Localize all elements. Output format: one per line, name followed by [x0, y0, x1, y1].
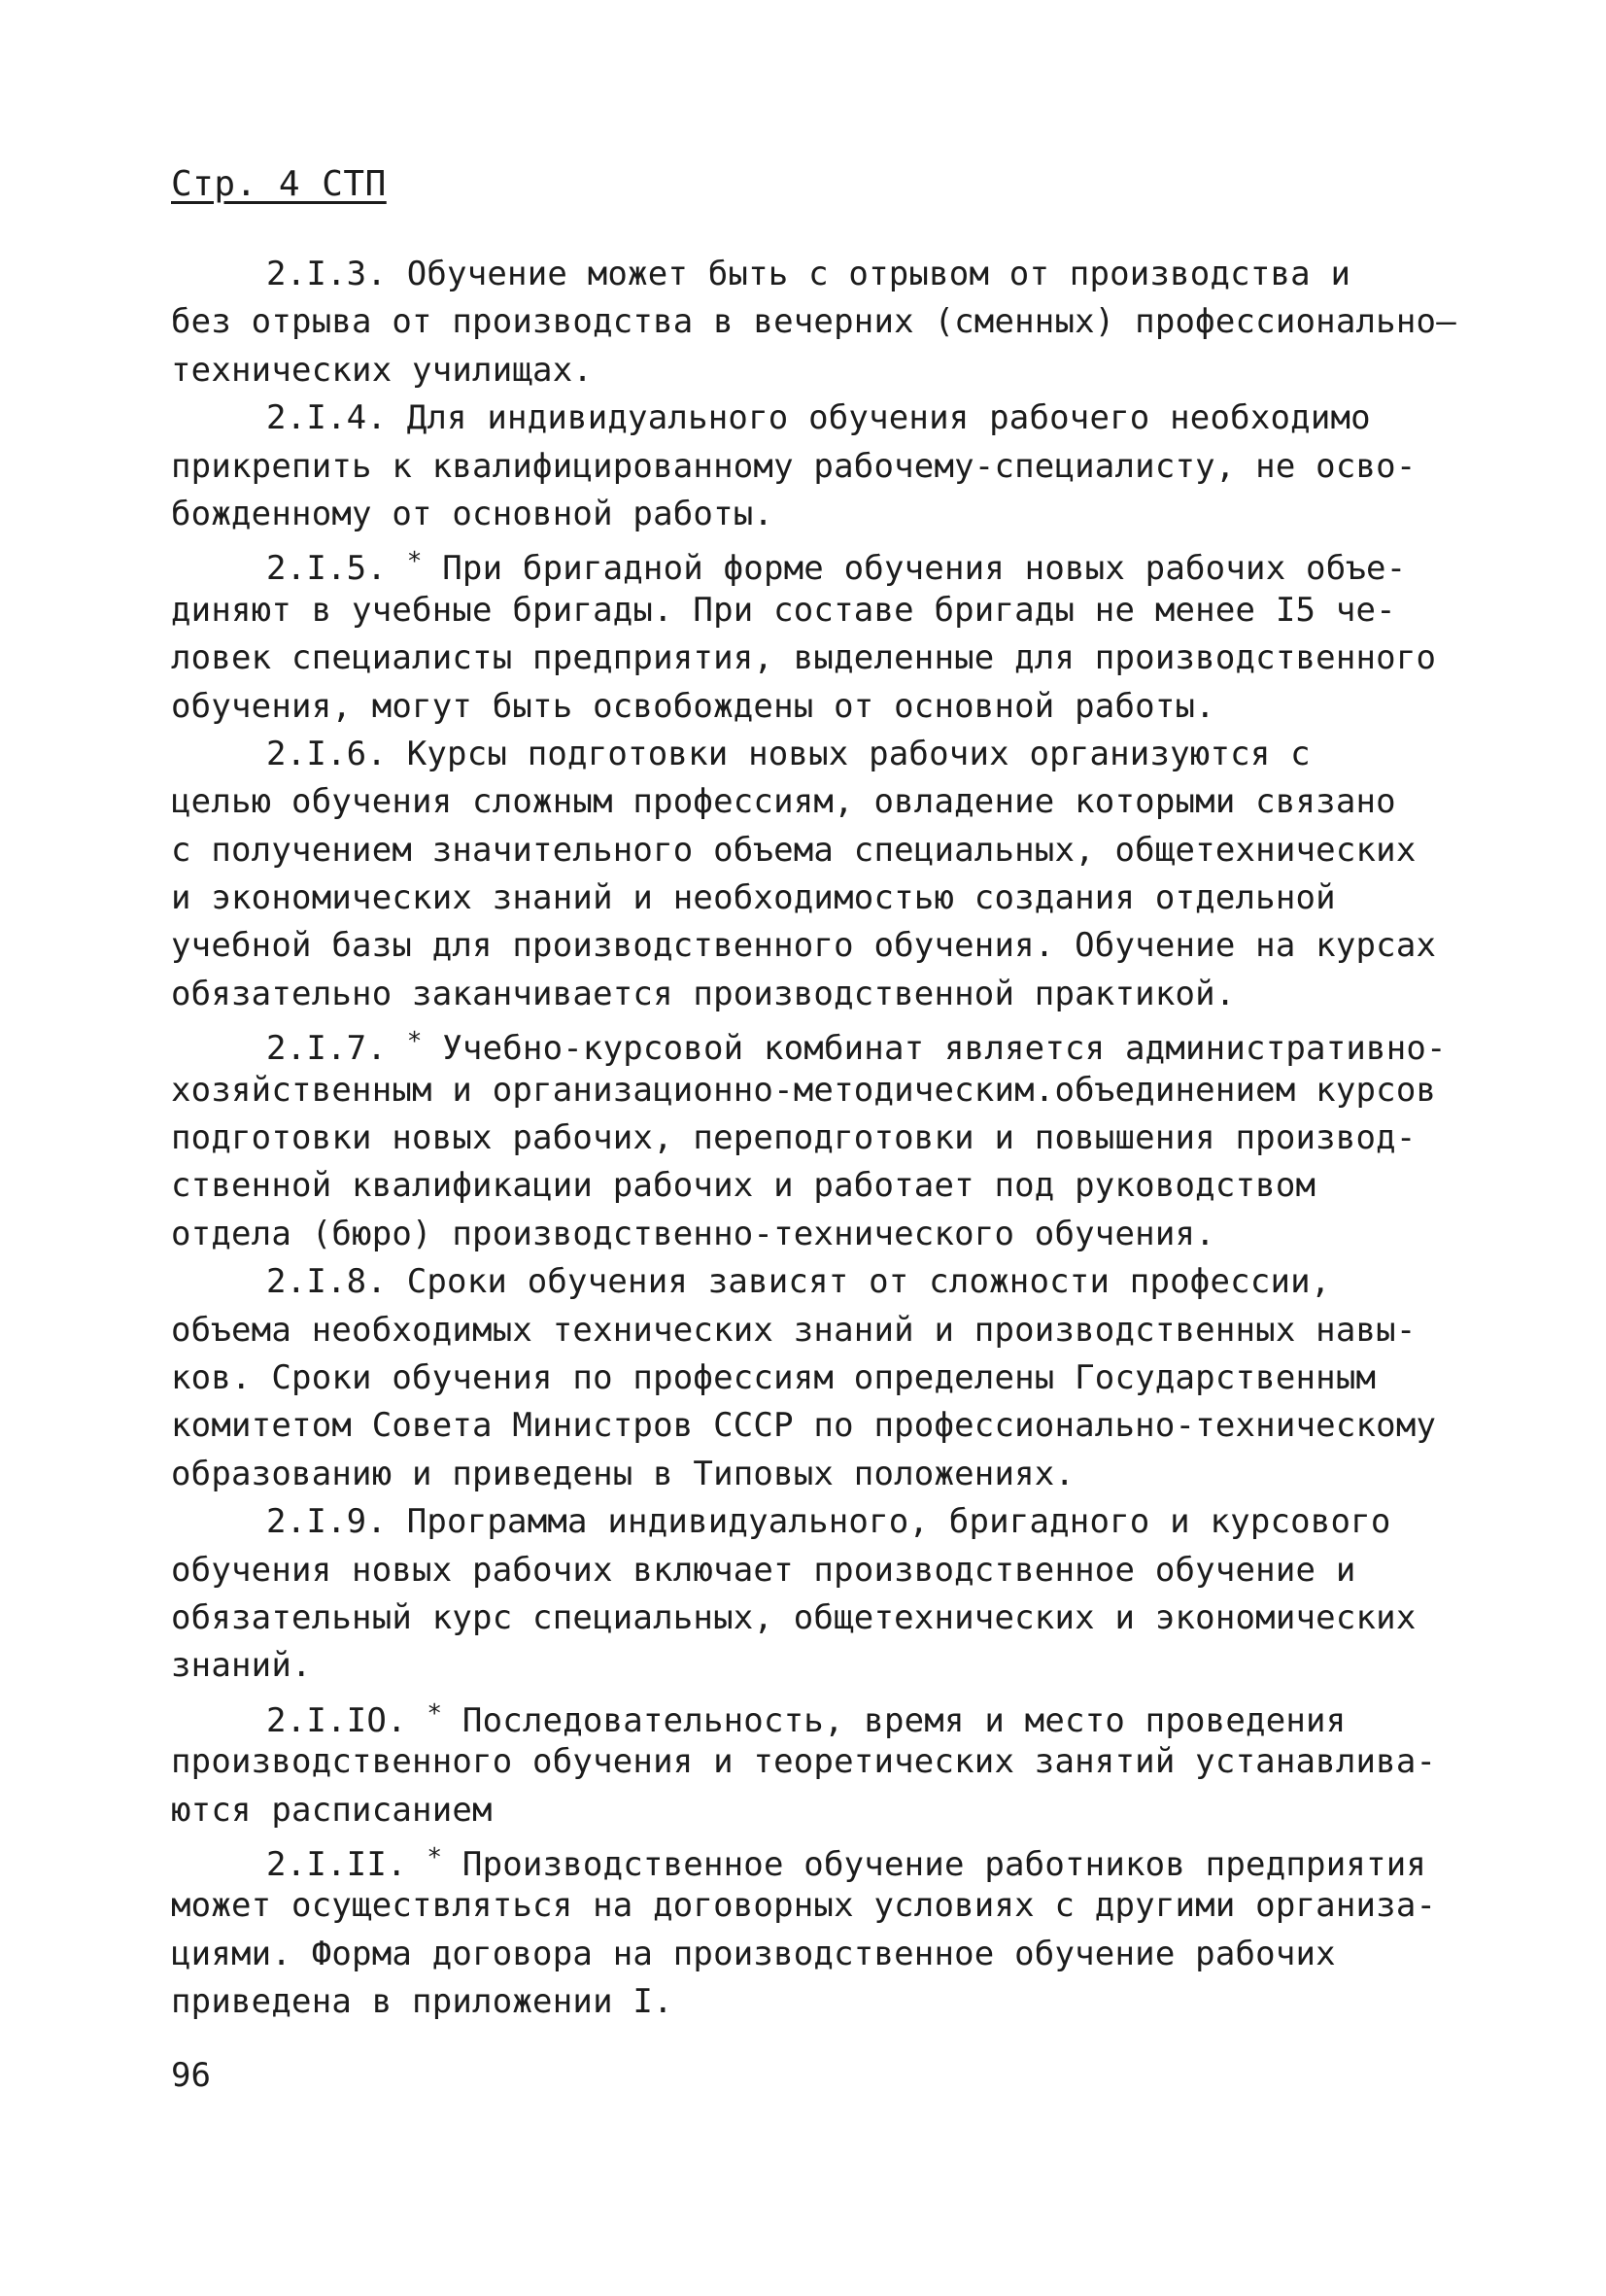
paragraph-line: технических училищах.: [171, 350, 594, 390]
paragraph-first-line: [171, 1834, 1434, 1882]
paragraph-line: знаний.: [171, 1646, 312, 1686]
paragraph-2-1-4: [171, 394, 1434, 538]
paragraph-line: ственной квалификации рабочих и работает под руководством: [171, 1166, 1316, 1206]
paragraph-first-line: [171, 1018, 1447, 1069]
asterisk-mark: *: [406, 1027, 423, 1057]
body-text: [171, 251, 1456, 2026]
paragraph-first-line: 2.I.6. Курсы подготовки новых рабочих организуются с: [266, 734, 1311, 773]
paragraph-2-1-9: [171, 1498, 1434, 1691]
paragraph-line: ков. Сроки обучения по профессиям определены Государственным: [171, 1357, 1377, 1397]
paragraph-first-text: Производственное обучение работников предприятия: [461, 1844, 1427, 1884]
paragraph-line: образованию и приведены в Типовых положениях.: [171, 1454, 1076, 1493]
paragraph-line: учебной базы для производственного обучения. Обучение на курсах: [171, 926, 1437, 966]
paragraph-line: может осуществляться на договорных условиях с другими организа-: [171, 1886, 1437, 1926]
paragraph-line: обязательно заканчивается производственной практикой.: [171, 974, 1236, 1013]
paragraph-line: без отрыва от производства в вечерних (сменных) профессионально—: [171, 302, 1456, 342]
page-number: 96: [171, 2056, 211, 2095]
paragraph-first-text: Последовательность, время и место проведения: [461, 1700, 1347, 1740]
paragraph-line: целью обучения сложным профессиям, овладение которыми связано: [171, 782, 1396, 822]
paragraph-number: 2.I.IO.: [266, 1700, 407, 1740]
paragraph-line: комитетом Совета Министров СССР по профессионально-техническому: [171, 1406, 1437, 1446]
paragraph-line: обучения новых рабочих включает производственное обучение и: [171, 1550, 1356, 1590]
paragraph-number: 2.I.II.: [266, 1844, 407, 1884]
paragraph-first-line: 2.I.8. Сроки обучения зависят от сложности профессии,: [266, 1262, 1331, 1302]
paragraph-2-1-3: [171, 251, 1456, 394]
paragraph-line: ются расписанием: [171, 1790, 493, 1830]
paragraph-2-1-6: [171, 731, 1437, 1018]
paragraph-first-text: При бригадной форме обучения новых рабочих объе-: [442, 549, 1407, 589]
asterisk-mark: *: [427, 1698, 443, 1729]
paragraph-2-1-8: [171, 1258, 1437, 1498]
paragraph-line: прикрепить к квалифицированному рабочему-специалисту, не осво-: [171, 446, 1417, 486]
paragraph-first-line: 2.I.3. Обучение может быть с отрывом от производства и: [266, 255, 1351, 293]
paragraph-first-line: 2.I.9. Программа индивидуального, бригадного и курсового: [266, 1502, 1391, 1542]
asterisk-mark: *: [427, 1842, 443, 1872]
paragraph-line: диняют в учебные бригады. При составе бригады не менее I5 че-: [171, 590, 1396, 630]
paragraph-first-text: Учебно-курсовой комбинат является административно-: [442, 1029, 1447, 1069]
asterisk-mark: *: [406, 547, 423, 577]
paragraph-line: отдела (бюро) производственно-технического обучения.: [171, 1214, 1215, 1253]
page-header: Стр. 4 СТП: [171, 164, 387, 204]
paragraph-first-line: [171, 538, 1434, 589]
paragraph-line: божденному от основной работы.: [171, 494, 774, 533]
paragraph-line: ловек специалисты предприятия, выделенные для производственного: [171, 638, 1437, 678]
paragraph-2-1-10: [171, 1691, 1437, 1834]
paragraph-2-1-5: [171, 538, 1437, 731]
paragraph-2-1-7: [171, 1018, 1447, 1258]
paragraph-line: обязательный курс специальных, общетехнических и экономических: [171, 1597, 1417, 1637]
paragraph-first-line: [171, 1691, 1434, 1738]
paragraph-number: 2.I.5.: [266, 549, 388, 589]
paragraph-line: обучения, могут быть освобождены от основной работы.: [171, 686, 1215, 726]
paragraph-line: с получением значительного объема специальных, общетехнических: [171, 830, 1417, 870]
paragraph-line: подготовки новых рабочих, переподготовки и повышения производ-: [171, 1118, 1417, 1158]
paragraph-first-line: 2.I.4. Для индивидуального обучения рабочего необходимо: [266, 398, 1371, 438]
paragraph-line: производственного обучения и теоретических занятий устанавлива-: [171, 1742, 1437, 1782]
paragraph-2-1-11: [171, 1834, 1437, 2027]
paragraph-line: циями. Форма договора на производственное обучение рабочих: [171, 1934, 1336, 1973]
paragraph-line: приведена в приложении I.: [171, 1982, 673, 2022]
paragraph-line: хозяйственным и организационно-методическим.объединением курсов: [171, 1070, 1437, 1110]
paragraph-line: и экономических знаний и необходимостью создания отдельной: [171, 878, 1336, 918]
paragraph-line: объема необходимых технических знаний и производственных навы-: [171, 1310, 1417, 1350]
paragraph-number: 2.I.7.: [266, 1029, 388, 1069]
